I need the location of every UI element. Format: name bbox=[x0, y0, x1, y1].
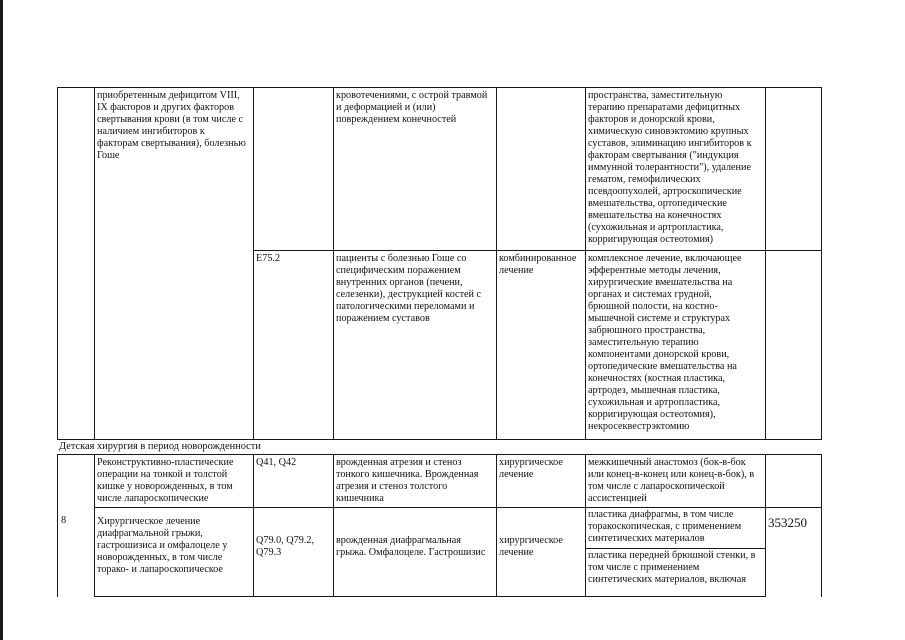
cell-row-number: 8 bbox=[61, 515, 67, 526]
cell-treatment-type: хирургическое лечение bbox=[499, 457, 563, 480]
table-rule bbox=[496, 454, 497, 597]
cell-patient-model: врожденная атрезия и стеноз тонкого кишечника. Врожденная атрезия и стеноз толстого кишечника bbox=[336, 457, 479, 504]
table-rule bbox=[765, 454, 766, 597]
table-rule bbox=[57, 439, 822, 440]
cell-cost: 353250 bbox=[768, 515, 807, 530]
cell-care-type: Хирургическое лечение диафрагмальной грыжи, гастрошизиса и омфалоцеле у новорожденных, в том числе торако- и лапароскопическое bbox=[97, 516, 228, 575]
cell-treatment-method: пространства, заместительную терапию препаратами дефицитных факторов и донорской крови, химическую синовэктомию крупных суставов, элиминацию ингибиторов к факторам свертывания ("индукция иммунной толерантности"), удаление гематом, гемофилических псевдоопухолей, артроскопические вмешательства, ортопедические вмешательства на конечностях (сухожильная и артропластика, корригирующая остеотомия) bbox=[588, 90, 752, 245]
table-rule bbox=[496, 87, 497, 439]
cell-treatment-type: хирургическое лечение bbox=[499, 535, 563, 558]
table-rule bbox=[333, 454, 334, 597]
table-rule bbox=[94, 87, 95, 439]
cell-patient-model: кровотечениями, с острой травмой и деформацией и (или) повреждением конечностей bbox=[336, 90, 488, 125]
table-rule bbox=[253, 454, 254, 597]
cell-icd-code: E75.2 bbox=[256, 253, 281, 264]
table-rule bbox=[94, 596, 765, 597]
table-rule bbox=[821, 454, 822, 597]
cell-treatment-type: комбинированное лечение bbox=[499, 253, 577, 276]
section-title: Детская хирургия в период новорожденности bbox=[59, 441, 261, 452]
table-rule bbox=[94, 454, 95, 597]
cell-icd-code: Q41, Q42 bbox=[256, 457, 297, 468]
table-rule bbox=[57, 454, 822, 455]
cell-treatment-method: пластика передней брюшной стенки, в том числе с применением синтетических материалов, включая bbox=[588, 550, 756, 585]
table-rule bbox=[585, 87, 586, 439]
cell-patient-model: пациенты с болезнью Гоше со специфическим поражением внутренних органов (печени, селезенки), деструкцией костей с патологическими переломами и поражением суставов bbox=[336, 253, 482, 324]
table-rule bbox=[821, 87, 822, 439]
cell-icd-code: Q79.0, Q79.2, Q79.3 bbox=[256, 535, 315, 558]
table-rule bbox=[765, 87, 766, 439]
table-rule bbox=[253, 250, 822, 251]
table-rule bbox=[585, 548, 765, 549]
table-rule bbox=[57, 87, 822, 88]
cell-care-type: приобретенным дефицитом VIII, IX факторов и других факторов свертывания крови (в том числе с наличием ингибиторов к факторам свертывания), болезнью Гоше bbox=[97, 90, 246, 161]
table-rule bbox=[333, 87, 334, 439]
table-rule bbox=[253, 87, 254, 439]
cell-treatment-method: комплексное лечение, включающее эфферентные методы лечения, хирургические вмешательства на органах и системах грудной, брюшной полости, на костно- мышечной системе и структурах забрюшного пространства, заместительную терапию компонентами донорской крови, ортопедические вмешательства на конечностях (костная пластика, артродез, мышечная пластика, сухожильная и артропластика, корригирующая остеотомия), некросеквестрэктомию bbox=[588, 253, 742, 432]
page-edge bbox=[0, 0, 3, 640]
cell-treatment-method: межкишечный анастомоз (бок-в-бок или конец-в-конец или конец-в-бок), в том числе с лапароскопической ассистенцией bbox=[588, 457, 755, 504]
medical-care-table bbox=[57, 87, 822, 597]
table-rule bbox=[94, 507, 822, 508]
table-rule bbox=[57, 454, 58, 597]
cell-patient-model: врожденная диафрагмальная грыжа. Омфалоцеле. Гастрошизис bbox=[336, 535, 486, 558]
cell-care-type: Реконструктивно-пластические операции на тонкой и толстой кишке у новорожденных, в том числе лапароскопические bbox=[97, 457, 234, 504]
table-rule bbox=[57, 87, 58, 439]
cell-treatment-method: пластика диафрагмы, в том числе торакоскопическая, с применением синтетических материалов bbox=[588, 509, 742, 544]
table-rule bbox=[585, 454, 586, 597]
